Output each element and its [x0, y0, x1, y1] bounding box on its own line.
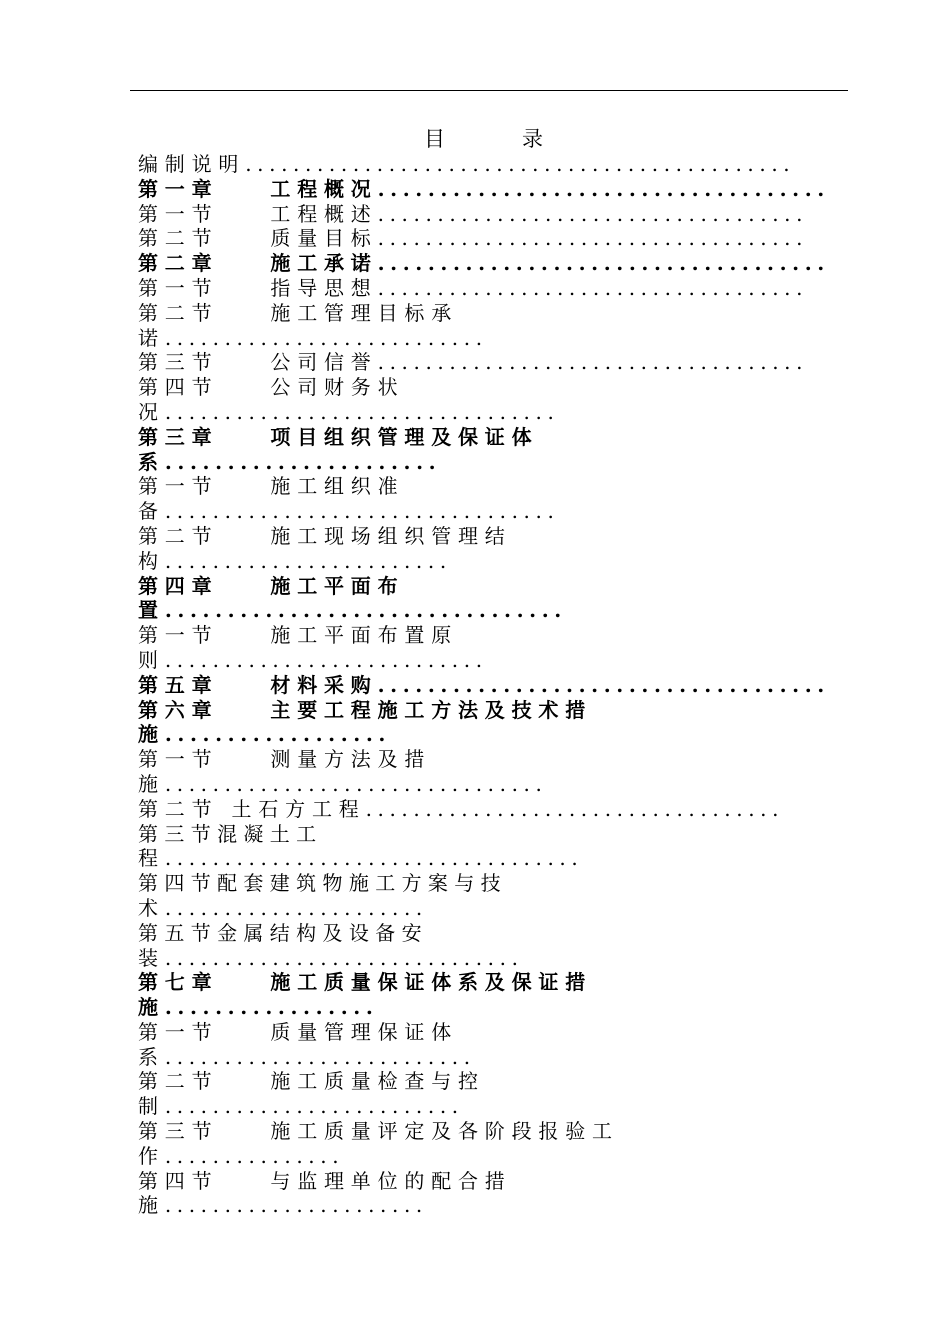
toc-line-title: 项目组织管理及保证体 — [270, 424, 539, 449]
toc-line-leader-dots: .................................... — [377, 201, 809, 226]
toc-line[interactable] — [138, 177, 832, 202]
toc-line-leader-dots: ............... — [164, 1143, 345, 1168]
toc-line-title: 施工组织准 — [270, 474, 405, 499]
toc-line[interactable] — [138, 549, 832, 574]
toc-line-label: 编制说明 — [138, 152, 246, 176]
toc-title — [0, 126, 950, 152]
toc-line-label: 第三节 — [138, 1119, 219, 1144]
toc-line-title: 施工质量检查与控 — [270, 1069, 485, 1094]
toc-line[interactable] — [138, 474, 832, 499]
toc-line-title: 工程概况 — [270, 176, 378, 201]
toc-line[interactable] — [138, 1119, 832, 1144]
toc-line-leader-dots: .................................... — [377, 176, 830, 201]
toc-line[interactable] — [138, 648, 832, 673]
toc-title-right: 录 — [522, 127, 543, 151]
toc-line-label: 第二节 — [138, 226, 219, 251]
toc-line-leader-dots: ........................ — [164, 548, 452, 573]
toc-line-title: 公司信誉 — [270, 350, 378, 375]
toc-line-title: 公司财务状 — [270, 375, 405, 400]
toc-line-label: 第一节 — [138, 275, 219, 300]
toc-line[interactable] — [138, 152, 832, 177]
toc-line-label: 第 五 节 金 属 结 构 及 设 备 安 — [138, 920, 422, 945]
toc-line[interactable] — [138, 350, 832, 375]
toc-line-leader-dots: .................................... — [377, 226, 809, 251]
toc-line-leader-dots: ................................ — [164, 598, 567, 623]
toc-line-label: 备 — [138, 499, 165, 524]
toc-line-leader-dots: ........................... — [164, 325, 488, 350]
toc-line-label: 第二节 — [138, 1069, 219, 1094]
toc-line[interactable] — [138, 1094, 832, 1119]
toc-line[interactable] — [138, 797, 832, 822]
toc-line[interactable] — [138, 1069, 832, 1094]
toc-line-label: 施 — [138, 1193, 165, 1218]
toc-line-label: 第四节 — [138, 375, 219, 400]
toc-line-label: 系 — [138, 449, 165, 474]
toc-line-leader-dots: ................................... — [164, 846, 584, 871]
toc-line-leader-dots: ...................... — [164, 1193, 428, 1218]
toc-line[interactable] — [138, 400, 832, 425]
toc-line-title: 施工质量保证体系及保证措 — [270, 970, 593, 995]
toc-line-title: 施工管理目标承 — [270, 300, 459, 325]
toc-line-label: 施 — [138, 771, 165, 796]
toc-line[interactable] — [138, 623, 832, 648]
toc-line-label: 施 — [138, 722, 165, 747]
toc-line-label: 第二章 — [138, 251, 219, 276]
toc-line-leader-dots: ................................. — [164, 399, 560, 424]
toc-line-label: 构 — [138, 548, 165, 573]
toc-line-leader-dots: .................................... — [377, 672, 830, 697]
toc-line[interactable] — [138, 970, 832, 995]
toc-line[interactable] — [138, 598, 832, 623]
toc-line[interactable] — [138, 1045, 832, 1070]
toc-line-label: 程 — [138, 846, 165, 871]
toc-line-title: 主要工程施工方法及技术措 — [270, 697, 593, 722]
toc-line-label: 第四章 — [138, 573, 219, 598]
toc-line[interactable] — [138, 226, 832, 251]
toc-line-label: 术 — [138, 895, 165, 920]
toc-line-label: 第一节 — [138, 623, 219, 648]
toc-line[interactable] — [138, 871, 832, 896]
toc-line-leader-dots: ...................... — [164, 449, 442, 474]
toc-line[interactable] — [138, 276, 832, 301]
toc-line-label: 第七章 — [138, 970, 219, 995]
toc-line[interactable] — [138, 202, 832, 227]
table-of-contents — [138, 152, 832, 1218]
toc-line-title: 质量管理保证体 — [270, 1019, 459, 1044]
toc-title-left: 目 — [424, 127, 445, 151]
toc-line-label: 系 — [138, 1044, 165, 1069]
toc-line-title: 施工平面布置原 — [270, 623, 459, 648]
toc-line-leader-dots: .......................... — [164, 1044, 476, 1069]
toc-line[interactable] — [138, 1144, 832, 1169]
toc-line-label: 第 三 节 混 凝 土 工 — [138, 821, 317, 846]
toc-line-leader-dots: ................................ — [164, 771, 548, 796]
toc-line[interactable] — [138, 301, 832, 326]
toc-line[interactable] — [138, 747, 832, 772]
toc-line[interactable] — [138, 995, 832, 1020]
toc-line-leader-dots: .................. — [164, 722, 391, 747]
toc-line[interactable] — [138, 524, 832, 549]
toc-line[interactable] — [138, 1193, 832, 1218]
toc-line-label: 第一节 — [138, 747, 219, 772]
toc-line-leader-dots: .............................................. — [245, 152, 796, 176]
toc-line-leader-dots: .................................... — [377, 275, 809, 300]
toc-line-leader-dots: ................. — [164, 995, 379, 1020]
toc-line-label: 第一节 — [138, 201, 219, 226]
toc-line-leader-dots: .................................... — [377, 350, 809, 375]
toc-line-label: 第二节 — [138, 523, 219, 548]
toc-line-label: 置 — [138, 598, 165, 623]
toc-line-title: 材料采购 — [270, 672, 378, 697]
toc-line[interactable] — [138, 846, 832, 871]
toc-line-title: 测量方法及措 — [270, 747, 432, 772]
toc-line[interactable] — [138, 896, 832, 921]
toc-line-label: 第 四 节 配 套 建 筑 物 施 工 方 案 与 技 — [138, 871, 501, 896]
toc-line[interactable] — [138, 499, 832, 524]
toc-line-label: 第二节 — [138, 300, 219, 325]
toc-line[interactable] — [138, 722, 832, 747]
toc-line[interactable] — [138, 921, 832, 946]
toc-line[interactable] — [138, 251, 832, 276]
toc-line-label: 第一节 — [138, 1019, 219, 1044]
toc-line-label: 制 — [138, 1094, 165, 1119]
toc-line-label: 第五章 — [138, 672, 219, 697]
toc-line-title: 与监理单位的配合措 — [270, 1168, 512, 1193]
toc-line-label: 诺 — [138, 325, 165, 350]
toc-line-leader-dots: ......................... — [164, 1094, 464, 1119]
header-rule — [130, 90, 848, 91]
toc-line-label: 第四节 — [138, 1168, 219, 1193]
toc-line-title: 质量目标 — [270, 226, 378, 251]
toc-line-title: 施工质量评定及各阶段报验工 — [270, 1119, 619, 1144]
toc-line-leader-dots: ...................... — [164, 895, 428, 920]
toc-line-label: 第三章 — [138, 424, 219, 449]
toc-line-title: 工程概述 — [270, 201, 378, 226]
toc-line[interactable] — [138, 450, 832, 475]
toc-line-leader-dots: ................................... — [365, 796, 785, 821]
toc-line-label: 第六章 — [138, 697, 219, 722]
toc-line[interactable] — [138, 375, 832, 400]
toc-line-leader-dots: ........................... — [164, 647, 488, 672]
toc-line-label: 第一章 — [138, 176, 219, 201]
toc-line[interactable] — [138, 326, 832, 351]
toc-line[interactable] — [138, 698, 832, 723]
toc-line-label: 作 — [138, 1143, 165, 1168]
toc-line[interactable] — [138, 425, 832, 450]
toc-line-label: 则 — [138, 647, 165, 672]
toc-line-label: 第一节 — [138, 474, 219, 499]
toc-line-title: 施工承诺 — [270, 251, 378, 276]
toc-line-label: 施 — [138, 995, 165, 1020]
toc-line-label: 装 — [138, 945, 165, 970]
toc-line-label: 第三节 — [138, 350, 219, 375]
toc-line-title: 指导思想 — [270, 275, 378, 300]
toc-line[interactable] — [138, 673, 832, 698]
toc-line[interactable] — [138, 574, 832, 599]
toc-line-label: 第二节 土石方工程 — [138, 796, 366, 821]
toc-line[interactable] — [138, 1020, 832, 1045]
toc-line[interactable] — [138, 946, 832, 971]
toc-line-leader-dots: .................................... — [377, 251, 830, 276]
toc-line-leader-dots: ................................. — [164, 499, 560, 524]
toc-line[interactable] — [138, 772, 832, 797]
toc-line-label: 况 — [138, 399, 165, 424]
toc-line-leader-dots: .............................. — [164, 945, 524, 970]
toc-line-title: 施工现场组织管理结 — [270, 523, 512, 548]
toc-line-title: 施工平面布 — [270, 573, 405, 598]
toc-line[interactable] — [138, 822, 832, 847]
toc-line[interactable] — [138, 1169, 832, 1194]
